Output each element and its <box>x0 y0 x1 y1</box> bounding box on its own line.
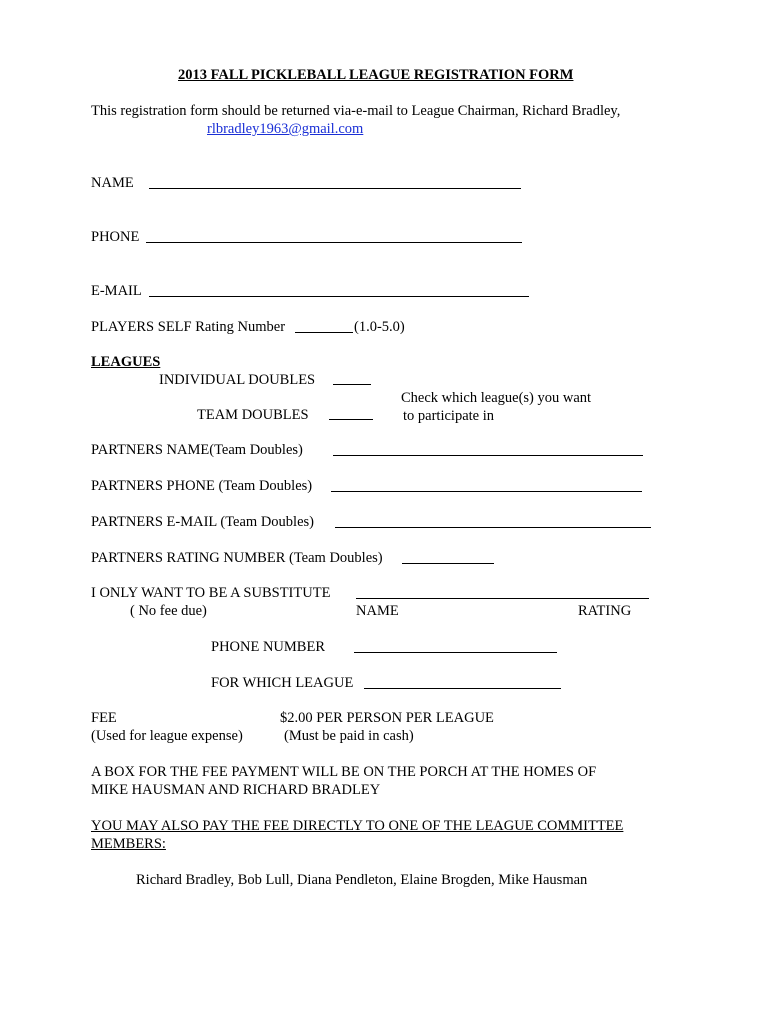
individual-doubles-checkbox[interactable] <box>333 384 371 385</box>
league-note-line2: to participate in <box>403 408 494 424</box>
league-note-line1: Check which league(s) you want <box>401 390 592 406</box>
box-notice-line2: MIKE HAUSMAN AND RICHARD BRADLEY <box>91 782 381 798</box>
committee-notice-line2: MEMBERS: <box>91 836 166 852</box>
rating-label: PLAYERS SELF Rating Number <box>91 319 286 335</box>
fee-amount: $2.00 PER PERSON PER LEAGUE <box>280 710 494 726</box>
form-title: 2013 FALL PICKLEBALL LEAGUE REGISTRATION FORM <box>178 67 574 83</box>
name-field[interactable] <box>149 188 521 189</box>
substitute-phone-field[interactable] <box>354 652 557 653</box>
leagues-heading: LEAGUES <box>91 354 161 370</box>
no-fee-note: ( No fee due) <box>130 603 207 619</box>
team-doubles-checkbox[interactable] <box>329 419 373 420</box>
partners-phone-field[interactable] <box>331 491 642 492</box>
substitute-label: I ONLY WANT TO BE A SUBSTITUTE <box>91 585 331 601</box>
substitute-phone-label: PHONE NUMBER <box>211 639 325 655</box>
substitute-name-caption: NAME <box>356 603 399 619</box>
phone-field[interactable] <box>146 242 522 243</box>
partners-rating-field[interactable] <box>402 563 494 564</box>
partners-name-field[interactable] <box>333 455 643 456</box>
name-label: NAME <box>91 175 134 191</box>
which-league-field[interactable] <box>364 688 561 689</box>
which-league-label: FOR WHICH LEAGUE <box>211 675 354 691</box>
fee-usage: (Used for league expense) <box>91 728 243 744</box>
substitute-name-rating-field[interactable] <box>356 598 649 599</box>
team-doubles-label: TEAM DOUBLES <box>197 407 309 423</box>
partners-rating-label: PARTNERS RATING NUMBER (Team Doubles) <box>91 550 383 566</box>
individual-doubles-label: INDIVIDUAL DOUBLES <box>159 372 316 388</box>
partners-email-label: PARTNERS E-MAIL (Team Doubles) <box>91 514 314 530</box>
chairman-email-link[interactable]: rlbradley1963@gmail.com <box>207 121 364 137</box>
box-notice-line1: A BOX FOR THE FEE PAYMENT WILL BE ON THE PORCH AT THE HOMES OF <box>91 764 597 780</box>
fee-cash-note: (Must be paid in cash) <box>284 728 414 744</box>
partners-name-label: PARTNERS NAME(Team Doubles) <box>91 442 303 458</box>
email-label: E-MAIL <box>91 283 142 299</box>
rating-range: (1.0-5.0) <box>354 319 405 335</box>
committee-members: Richard Bradley, Bob Lull, Diana Pendleton, Elaine Brogden, Mike Hausman <box>136 872 588 888</box>
fee-label: FEE <box>91 710 117 726</box>
intro-text: This registration form should be returned via-e-mail to League Chairman, Richard Bradley, <box>91 103 621 119</box>
phone-label: PHONE <box>91 229 140 245</box>
rating-field[interactable] <box>295 332 353 333</box>
partners-phone-label: PARTNERS PHONE (Team Doubles) <box>91 478 313 494</box>
substitute-rating-caption: RATING <box>578 603 632 619</box>
committee-notice-line1: YOU MAY ALSO PAY THE FEE DIRECTLY TO ONE OF THE LEAGUE COMMITTEE <box>91 818 624 834</box>
partners-email-field[interactable] <box>335 527 651 528</box>
email-field[interactable] <box>149 296 529 297</box>
